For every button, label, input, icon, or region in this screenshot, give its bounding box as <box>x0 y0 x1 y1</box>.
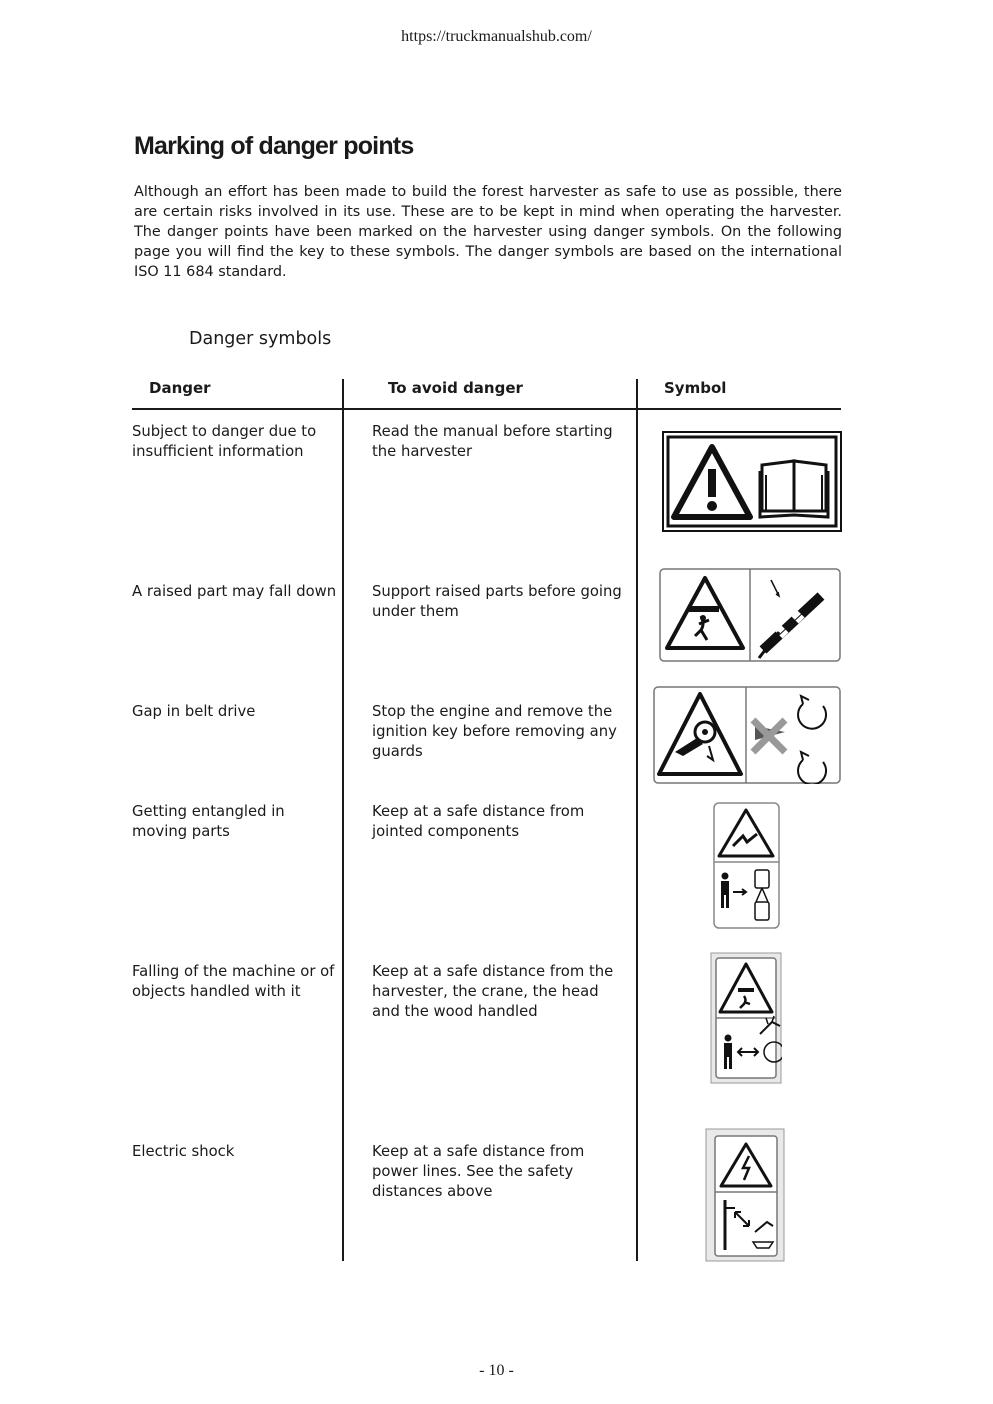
column-header-symbol: Symbol <box>664 379 727 397</box>
avoid-cell: Read the manual before starting the harvester <box>372 423 613 460</box>
crane-safe-distance-icon <box>710 952 782 1084</box>
page-number: - 10 - <box>479 1362 514 1379</box>
intro-paragraph: Although an effort has been made to build the forest harvester as safe to use as possible, there are certain risks involved in its use. These are to be kept in mind when operating the harvester. The danger points have been marked on the harvester using danger symbols. On the following page you will find the key to these symbols. The danger symbols are based on the international ISO 11 684 standard. <box>134 184 842 280</box>
avoid-cell: Support raised parts before going under them <box>372 583 622 620</box>
danger-cell: A raised part may fall down <box>132 583 337 600</box>
column-header-avoid: To avoid danger <box>388 379 523 397</box>
column-divider <box>636 379 638 1261</box>
avoid-cell: Keep at a safe distance from the harvester, the crane, the head and the wood handled <box>372 963 614 1020</box>
source-url[interactable]: https://truckmanualshub.com/ <box>401 28 592 45</box>
danger-cell: Electric shock <box>132 1143 235 1160</box>
articulation-joint-distance-icon <box>713 802 780 930</box>
danger-cell: Gap in belt drive <box>132 703 256 720</box>
belt-drive-entanglement-icon <box>653 686 841 784</box>
danger-cell: Subject to danger due to insufficient information <box>132 423 317 460</box>
table-caption: Danger symbols <box>189 329 332 349</box>
avoid-cell: Keep at a safe distance from jointed components <box>372 803 585 840</box>
danger-cell: Getting entangled in moving parts <box>132 803 285 840</box>
avoid-cell: Stop the engine and remove the ignition key before removing any guards <box>372 703 617 760</box>
header-rule <box>132 408 841 410</box>
avoid-cell: Keep at a safe distance from power lines. See the safety distances above <box>372 1143 585 1200</box>
warning-read-manual-icon <box>662 431 842 532</box>
danger-cell: Falling of the machine or of objects handled with it <box>132 963 335 1000</box>
page-title: Marking of danger points <box>134 132 414 160</box>
column-header-danger: Danger <box>149 379 211 397</box>
electric-shock-power-line-icon <box>705 1128 785 1262</box>
falling-part-support-icon <box>659 568 841 662</box>
